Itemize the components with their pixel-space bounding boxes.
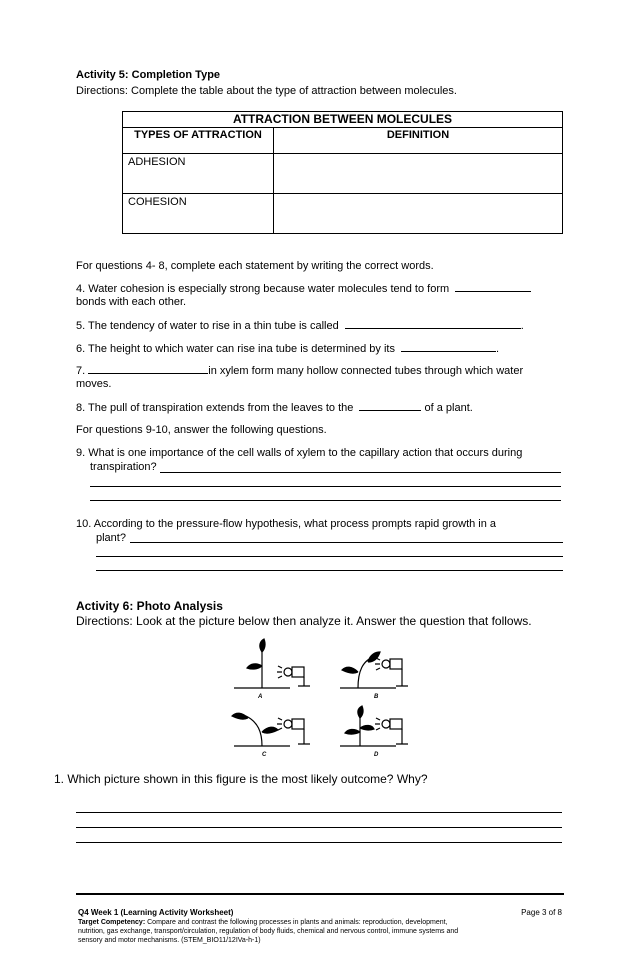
question-9: 9. What is one importance of the cell walls of xylem to the capillary action that occurs during xyxy=(76,447,523,459)
panel-label-a: A xyxy=(258,694,263,700)
table-divider xyxy=(123,193,562,194)
table-row-adhesion: ADHESION xyxy=(128,156,186,168)
question-4-continued: bonds with each other. xyxy=(76,296,187,308)
answer-line[interactable] xyxy=(90,500,561,501)
panel-a-drawing xyxy=(234,639,310,688)
question-8-text-end: of a plant. xyxy=(424,402,473,414)
questions-4-8-intro: For questions 4- 8, complete each statement by writing the correct words. xyxy=(76,260,434,272)
activity6-title: Activity 6: Photo Analysis xyxy=(76,599,223,613)
activity6-question: 1. Which picture shown in this figure is the most likely outcome? Why? xyxy=(54,772,428,786)
question-10: 10. According to the pressure-flow hypothesis, what process prompts rapid growth in a xyxy=(76,518,497,530)
question-5-text: 5. The tendency of water to rise in a thin tube is called xyxy=(76,320,339,332)
table-row-cohesion: COHESION xyxy=(128,196,187,208)
question-5-period: . xyxy=(520,320,524,332)
activity6-directions: Directions: Look at the picture below then analyze it. Answer the question that follows. xyxy=(76,614,532,628)
attraction-table xyxy=(122,111,563,234)
table-column-divider xyxy=(273,127,274,233)
question-7 xyxy=(76,363,523,378)
answer-line[interactable] xyxy=(76,812,562,813)
panel-c-drawing xyxy=(232,713,310,746)
answer-blank[interactable] xyxy=(401,341,496,352)
footer-divider xyxy=(76,893,564,895)
panel-label-d: D xyxy=(374,752,379,758)
question-4-text: 4. Water cohesion is especially strong because water molecules tend to form xyxy=(76,283,450,295)
question-10-continued: plant? xyxy=(96,532,126,544)
answer-line[interactable] xyxy=(90,486,561,487)
question-7-text: in xylem form many hollow connected tubes through which water xyxy=(208,365,524,377)
question-8 xyxy=(76,400,473,415)
footer-competency xyxy=(78,918,564,927)
footer-title: Q4 Week 1 (Learning Activity Worksheet) xyxy=(78,908,234,917)
answer-line[interactable] xyxy=(76,827,562,828)
question-9-continued: transpiration? xyxy=(90,461,157,473)
footer-competency-label: Target Competency: xyxy=(78,919,146,926)
answer-blank[interactable] xyxy=(359,400,421,411)
answer-blank[interactable] xyxy=(455,281,531,292)
table-divider xyxy=(123,153,562,154)
question-7-number: 7. xyxy=(76,365,86,377)
footer-competency-text: Compare and contrast the following processes in plants and animals: reproduction, development, xyxy=(145,919,448,926)
panel-label-b: B xyxy=(374,694,379,700)
answer-line[interactable] xyxy=(160,472,561,473)
answer-line[interactable] xyxy=(96,570,563,571)
question-7-continued: moves. xyxy=(76,378,112,390)
activity5-directions: Directions: Complete the table about the type of attraction between molecules. xyxy=(76,85,457,97)
panel-label-c: C xyxy=(262,752,267,758)
question-6-text: 6. The height to which water can rise ina tube is determined by its xyxy=(76,343,395,355)
plant-light-figure xyxy=(228,638,414,762)
answer-line[interactable] xyxy=(76,842,562,843)
panel-b-drawing xyxy=(340,652,408,688)
table-header-types: TYPES OF ATTRACTION xyxy=(134,129,262,141)
activity5-title: Activity 5: Completion Type xyxy=(76,69,221,81)
questions-9-10-intro: For questions 9-10, answer the following questions. xyxy=(76,424,327,436)
question-6-period: . xyxy=(496,343,500,355)
answer-blank[interactable] xyxy=(345,318,521,329)
question-6 xyxy=(76,341,499,356)
table-title: ATTRACTION BETWEEN MOLECULES xyxy=(232,112,453,126)
question-5 xyxy=(76,318,524,333)
answer-line[interactable] xyxy=(130,542,563,543)
table-header-definition: DEFINITION xyxy=(386,129,450,141)
question-8-text: 8. The pull of transpiration extends from the leaves to the xyxy=(76,402,354,414)
panel-d-drawing xyxy=(340,706,408,746)
footer-competency-line2: nutrition, gas exchange, transport/circulation, regulation of body fluids, chemical and nervous control, immune systems and xyxy=(78,928,459,935)
question-4 xyxy=(76,281,531,296)
answer-line[interactable] xyxy=(96,556,563,557)
footer-page-number: Page 3 of 8 xyxy=(521,908,562,917)
answer-blank[interactable] xyxy=(88,363,208,374)
footer-competency-line3: sensory and motor mechanisms. (STEM_BIO11/12IVa-h-1) xyxy=(78,937,261,944)
